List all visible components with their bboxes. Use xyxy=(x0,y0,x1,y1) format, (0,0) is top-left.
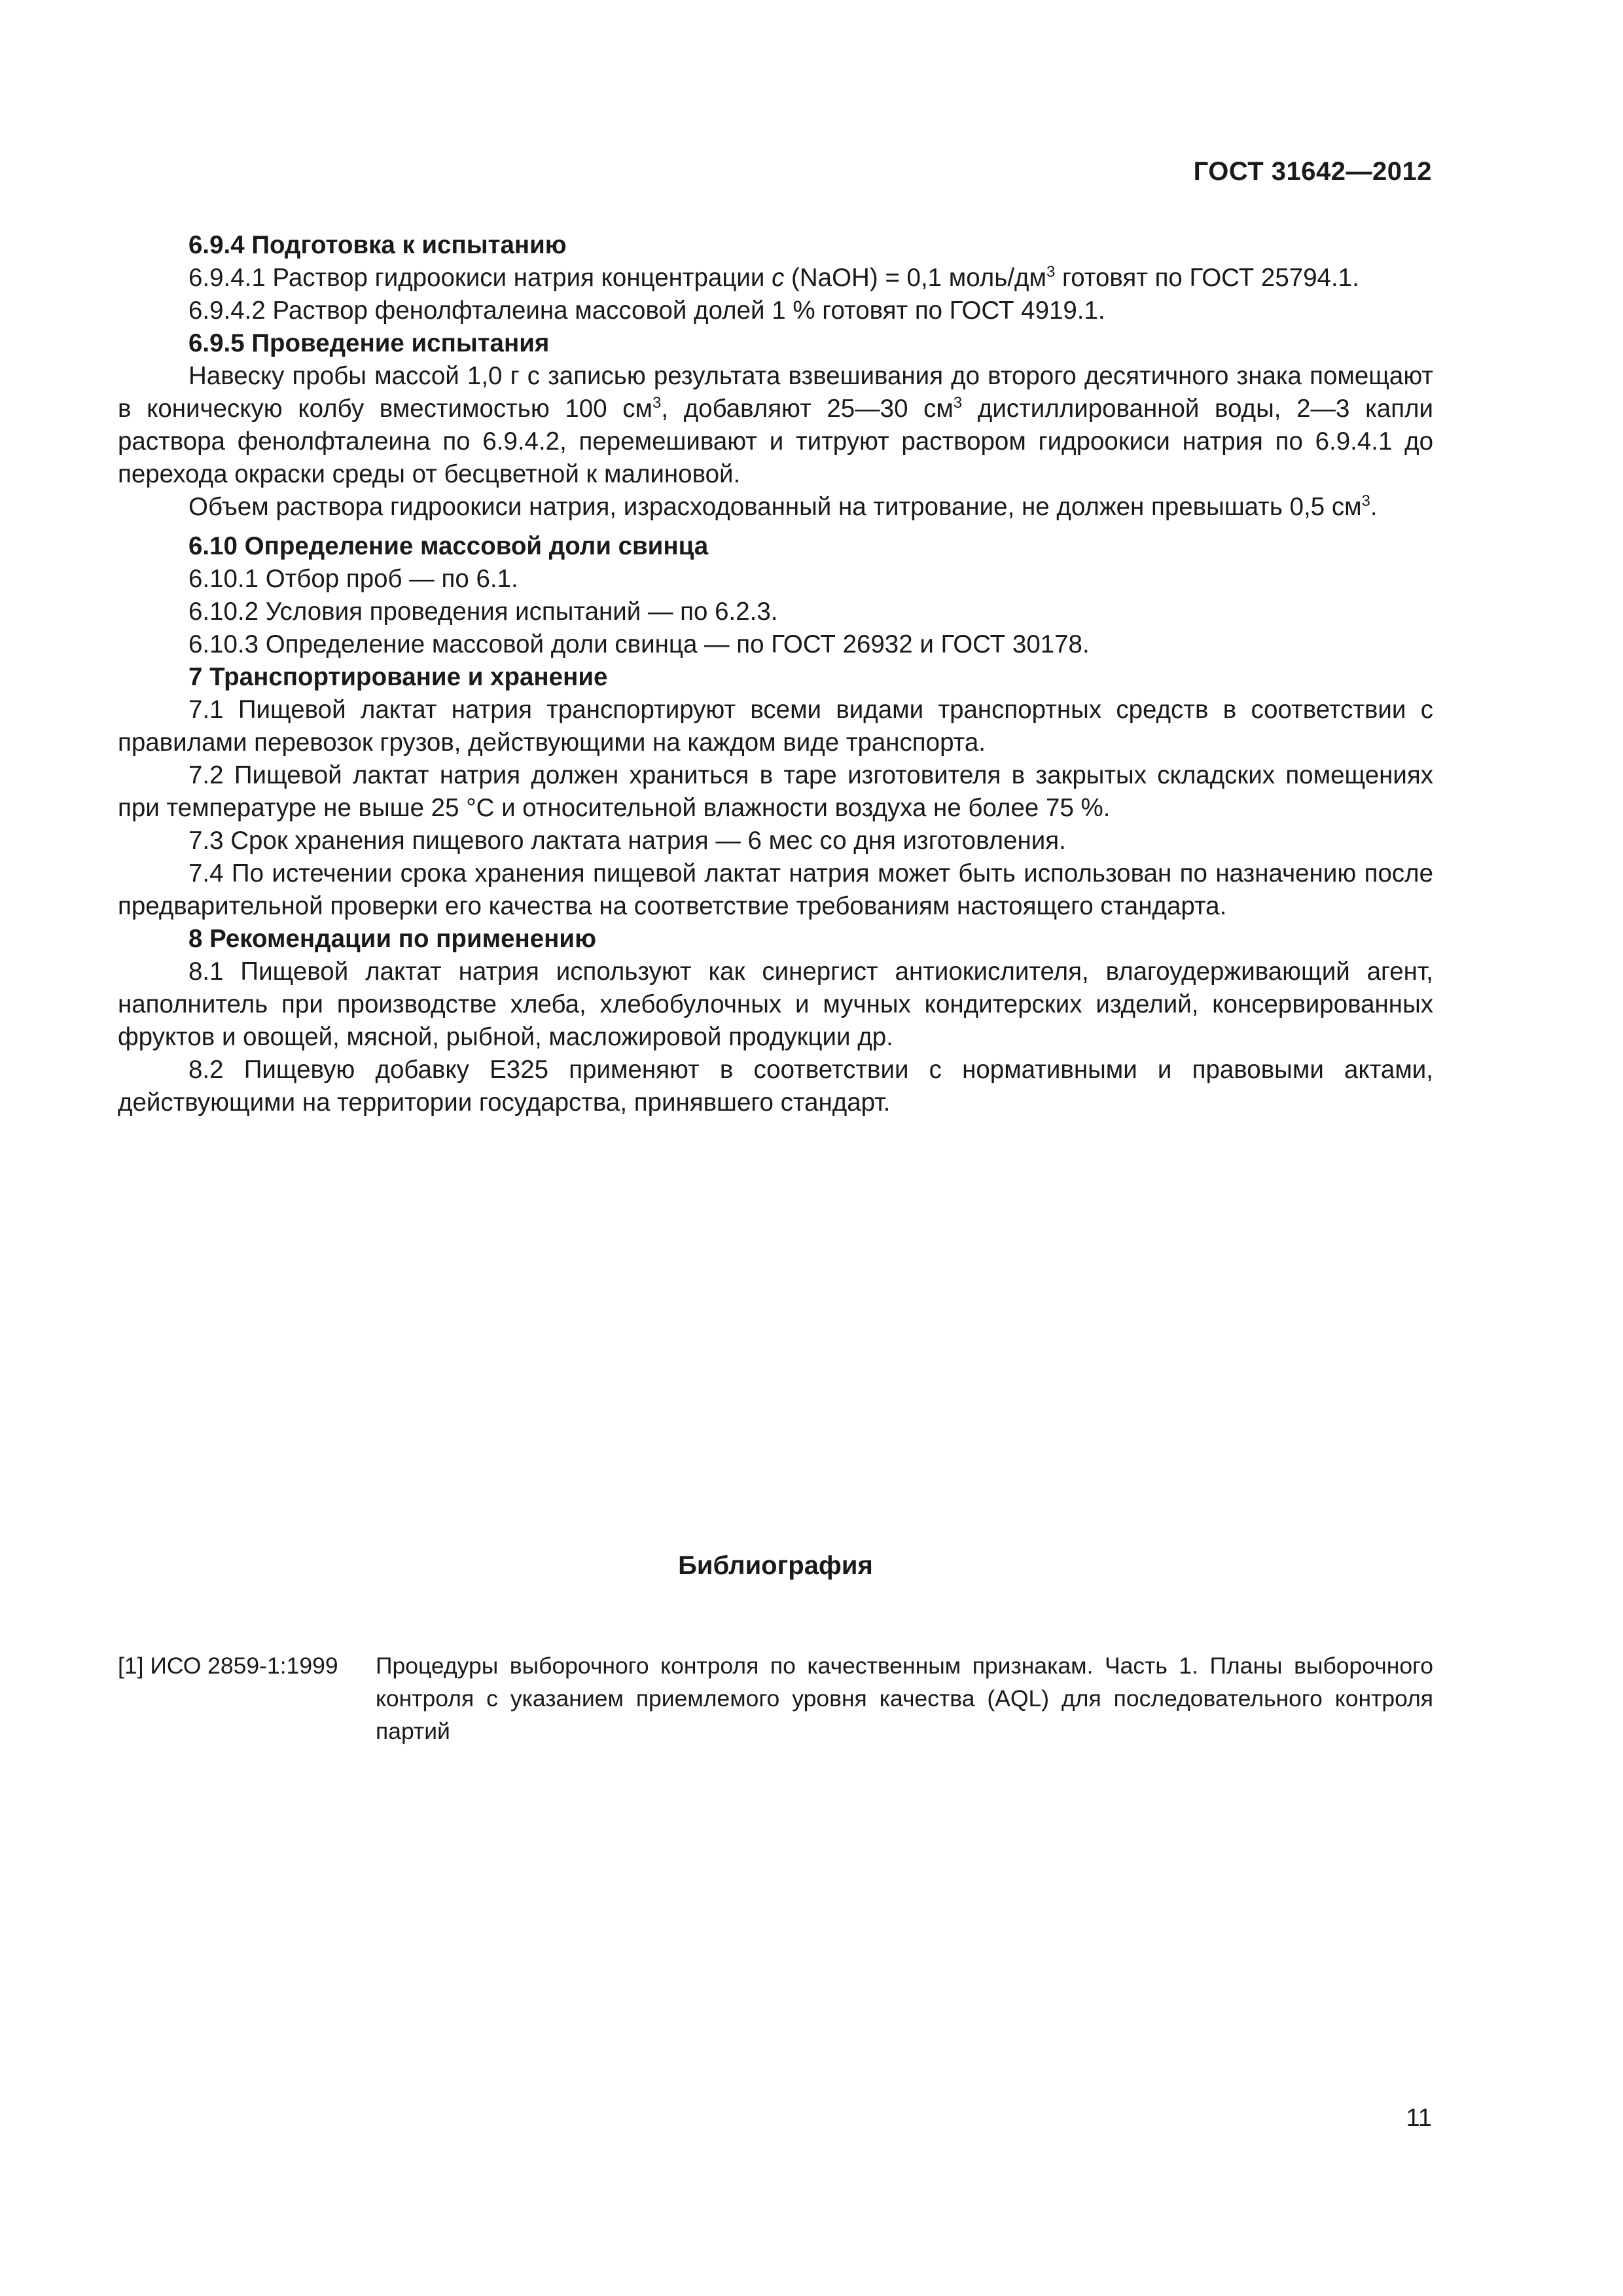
paragraph-6-10-2: 6.10.2 Условия проведения испытаний — по 6.2.3. xyxy=(188,598,778,626)
text-run: . xyxy=(1370,493,1378,521)
text-run: Объем раствора гидроокиси натрия, израсходованный на титрование, не должен превышать 0,5 см xyxy=(188,493,1362,521)
superscript: 3 xyxy=(1361,492,1370,510)
bibliography-title: Библиография xyxy=(678,1551,873,1580)
bibliography-text: Процедуры выборочного контроля по качественным признакам. Часть 1. Планы выборочного контроля с указанием приемлемого уровня качества (AQL) для последовательного контроля партий xyxy=(376,1653,1433,1744)
text-run-italic: c xyxy=(772,264,785,292)
text-run: , добавляют 25—30 см xyxy=(661,395,954,423)
paragraph-7-4: 7.4 По истечении срока хранения пищевой лактат натрия может быть использован по назначению после предварительной проверки его качества на соответствие требованиям настоящего стандарта. xyxy=(118,859,1433,920)
text-run: готовят по ГОСТ 25794.1. xyxy=(1055,264,1359,292)
superscript: 3 xyxy=(953,394,963,412)
section-heading-6-9-5: 6.9.5 Проведение испытания xyxy=(188,329,550,357)
document-code: ГОСТ 31642—2012 xyxy=(1193,157,1432,186)
section-heading-6-9-4: 6.9.4 Подготовка к испытанию xyxy=(188,231,567,259)
paragraph-7-3: 7.3 Срок хранения пищевого лактата натрия — 6 мес со дня изготовления. xyxy=(188,827,1066,855)
text-run: дистиллированной воды, 2—3 капли раствора фенолфталеина по 6.9.4.2, перемешивают и титруют раствором гидроокиси натрия по 6.9.4.1 до перехода окраски среды от бесцветной к малиновой. xyxy=(118,395,1434,488)
paragraph-6-10-3: 6.10.3 Определение массовой доли свинца — по ГОСТ 26932 и ГОСТ 30178. xyxy=(188,630,1090,658)
superscript: 3 xyxy=(1046,263,1056,281)
paragraph-6-9-4-2: 6.9.4.2 Раствор фенолфталеина массовой долей 1 % готовят по ГОСТ 4919.1. xyxy=(188,296,1105,325)
paragraph-6-9-5-procedure xyxy=(118,360,1433,491)
bibliography-ref: [1] ИСО 2859-1:1999 xyxy=(118,1653,338,1679)
main-content xyxy=(118,229,1433,1119)
text-run: 6.9.4.1 Раствор гидроокиси натрия концентрации xyxy=(188,264,772,292)
section-heading-6-10: 6.10 Определение массовой доли свинца xyxy=(188,532,709,560)
superscript: 3 xyxy=(652,394,662,412)
paragraph-8-1: 8.1 Пищевой лактат натрия используют как синергист антиокислителя, влагоудерживающий агент, наполнитель при производстве хлеба, хлебобулочных и мучных кондитерских изделий, консервированных фруктов и овощей, мясной, рыбной, масложировой продукции др. xyxy=(118,958,1433,1051)
section-heading-7: 7 Транспортирование и хранение xyxy=(188,663,608,691)
section-heading-8: 8 Рекомендации по применению xyxy=(188,925,596,953)
paragraph-8-2: 8.2 Пищевую добавку Е325 применяют в соответствии с нормативными и правовыми актами, действующими на территории государства, принявшего стандарт. xyxy=(118,1056,1433,1117)
text-run: (NaOH) = 0,1 моль/дм xyxy=(784,264,1046,292)
text-run: Навеску пробы массой 1,0 г с записью результата взвешивания до второго десятичного знака помещают в коническую колбу вместимостью 100 см xyxy=(118,362,1433,423)
paragraph-7-2: 7.2 Пищевой лактат натрия должен храниться в таре изготовителя в закрытых складских помещениях при температуре не выше 25 °С и относительной влажности воздуха не более 75 %. xyxy=(118,761,1433,822)
page-number: 11 xyxy=(1406,2104,1432,2132)
paragraph-6-9-4-1 xyxy=(118,262,1433,295)
paragraph-6-9-5-volume xyxy=(118,491,1433,524)
paragraph-6-10-1: 6.10.1 Отбор проб — по 6.1. xyxy=(188,565,518,593)
paragraph-7-1: 7.1 Пищевой лактат натрия транспортируют всеми видами транспортных средств в соответствии с правилами перевозок грузов, действующими на каждом виде транспорта. xyxy=(118,696,1433,757)
